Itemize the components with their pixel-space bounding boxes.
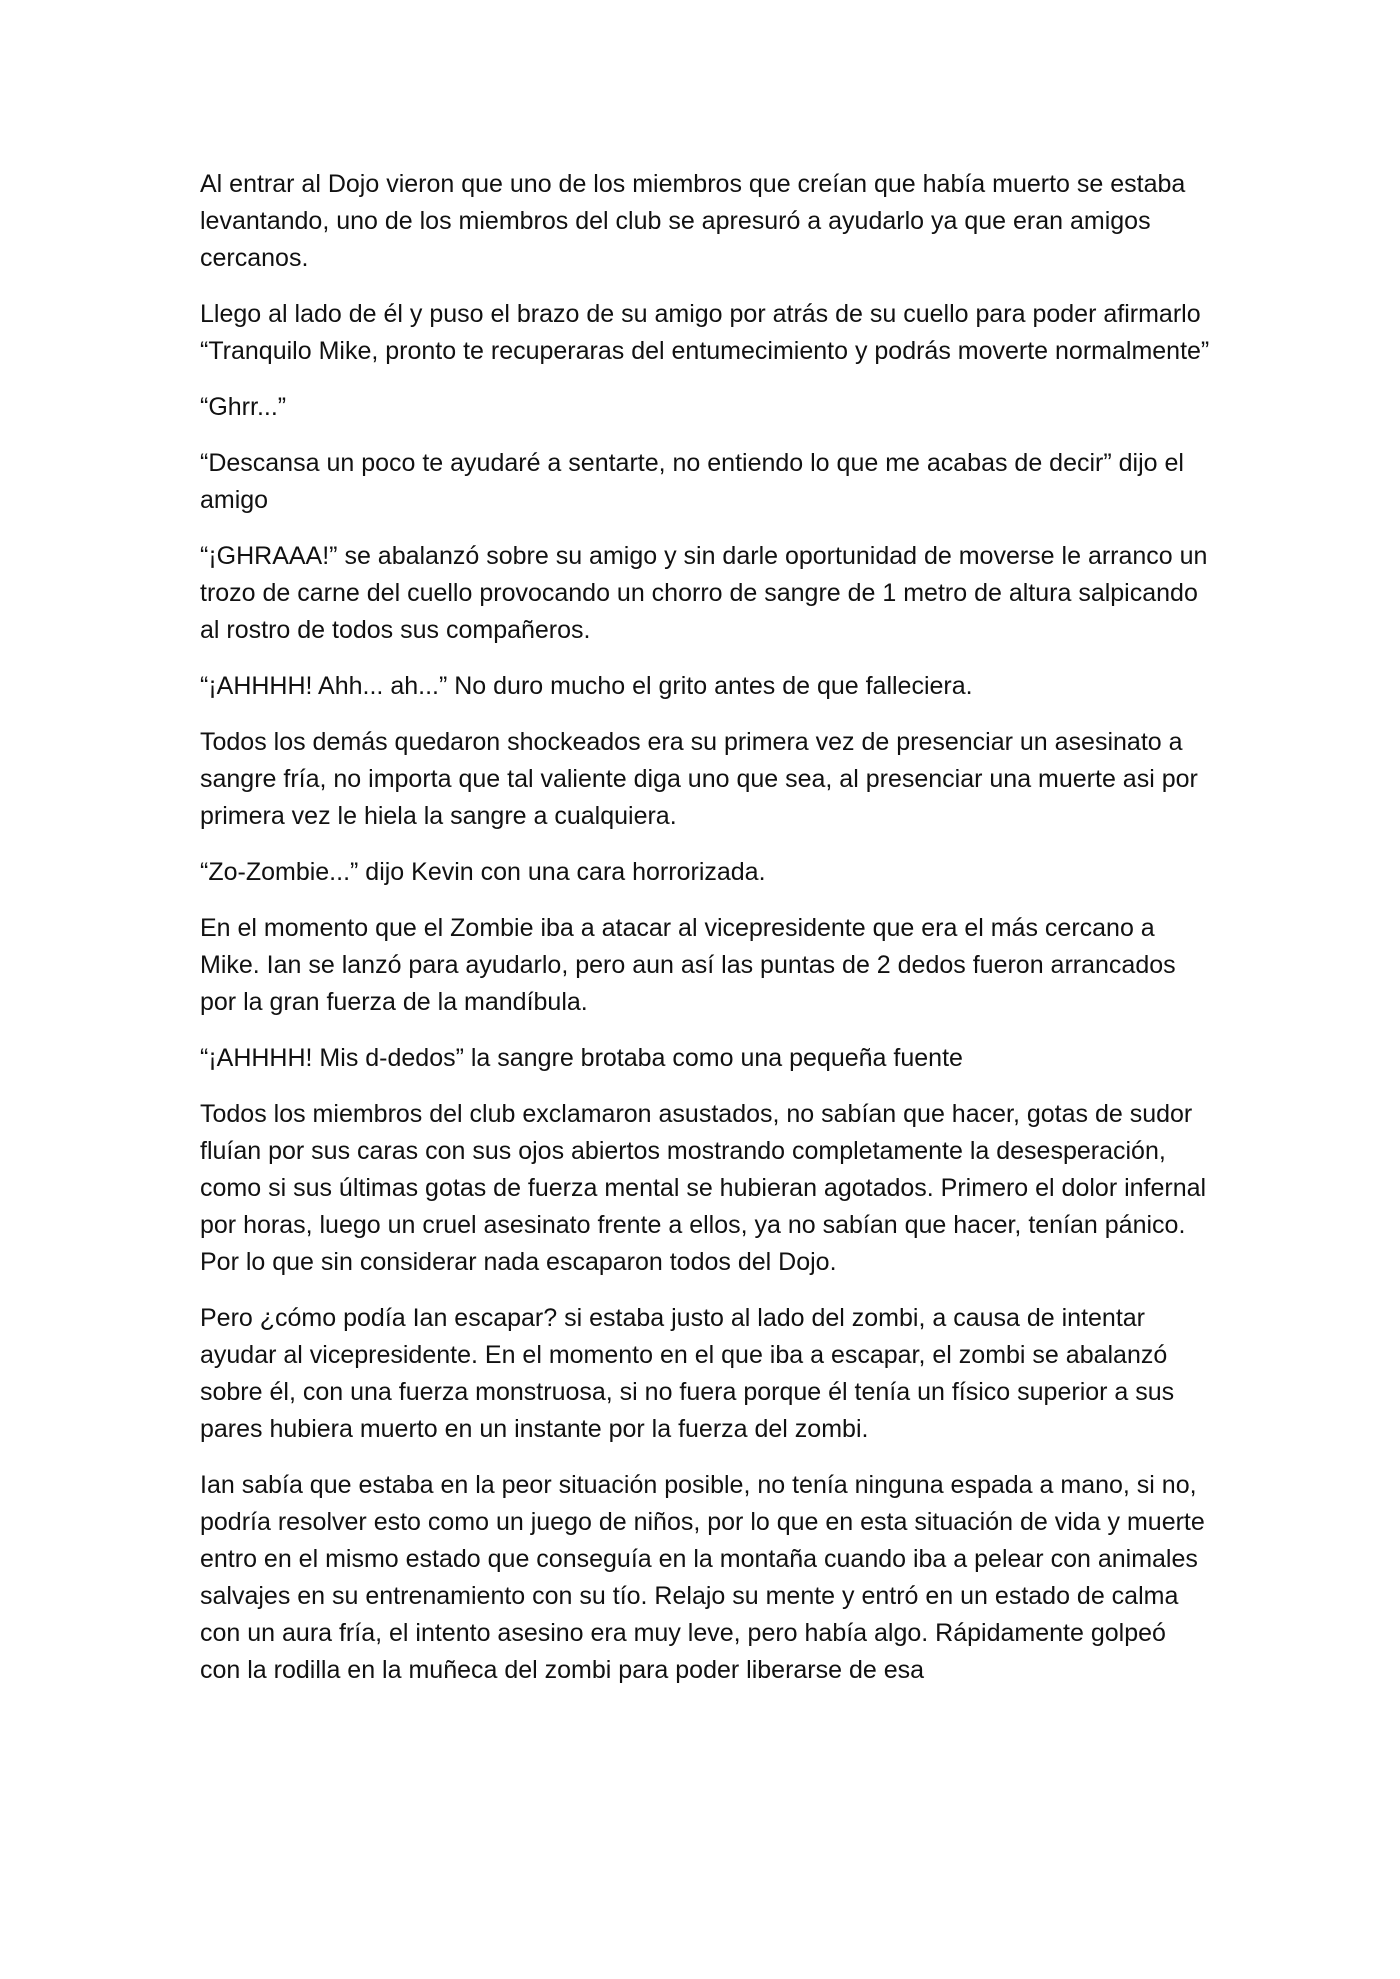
paragraph-5: “¡GHRAAA!” se abalanzó sobre su amigo y sin darle oportunidad de moverse le arranco un trozo de carne del cuello provocando un chorro de sangre de 1 metro de altura salpicando al rostro de todos sus compañeros. <box>200 542 1208 644</box>
paragraph-1: Al entrar al Dojo vieron que uno de los miembros que creían que había muerto se estaba levantando, uno de los miembros del club se apresuró a ayudarlo ya que eran amigos cercanos. <box>200 170 1186 272</box>
document-body <box>200 166 1210 1708</box>
paragraph-12: Pero ¿cómo podía Ian escapar? si estaba justo al lado del zombi, a causa de intentar ayudar al vicepresidente. En el momento en el que iba a escapar, el zombi se abalanzó sobre él, con una fuerza monstruosa, si no fuera porque él tenía un físico superior a sus pares hubiera muerto en un instante por la fuerza del zombi. <box>200 1304 1175 1443</box>
paragraph-13: Ian sabía que estaba en la peor situación posible, no tenía ninguna espada a mano, si no, podría resolver esto como un juego de niños, por lo que en esta situación de vida y muerte entro en el mismo estado que conseguía en la montaña cuando iba a pelear con animales salvajes en su entrenamiento con su tío. Relajo su mente y entró en un estado de calma con un aura fría, el intento asesino era muy leve, pero había algo. Rápidamente golpeó con la rodilla en la muñeca del zombi para poder liberarse de esa <box>200 1471 1205 1684</box>
paragraph-3: “Ghrr...” <box>200 393 287 421</box>
paragraph-9: En el momento que el Zombie iba a atacar al vicepresidente que era el más cercano a Mike. Ian se lanzó para ayudarlo, pero aun así las puntas de 2 dedos fueron arrancados por la gran fuerza de la mandíbula. <box>200 914 1176 1016</box>
paragraph-2: Llego al lado de él y puso el brazo de su amigo por atrás de su cuello para poder afirmarlo “Tranquilo Mike, pronto te recuperaras del entumecimiento y podrás moverte normalmente” <box>200 300 1210 365</box>
paragraph-7: Todos los demás quedaron shockeados era su primera vez de presenciar un asesinato a sangre fría, no importa que tal valiente diga uno que sea, al presenciar una muerte asi por primera vez le hiela la sangre a cualquiera. <box>200 728 1198 830</box>
paragraph-10: “¡AHHHH! Mis d-dedos” la sangre brotaba como una pequeña fuente <box>200 1044 963 1072</box>
paragraph-8: “Zo-Zombie...” dijo Kevin con una cara horrorizada. <box>200 858 766 886</box>
paragraph-11: Todos los miembros del club exclamaron asustados, no sabían que hacer, gotas de sudor fluían por sus caras con sus ojos abiertos mostrando completamente la desesperación, como si sus últimas gotas de fuerza mental se hubieran agotados. Primero el dolor infernal por horas, luego un cruel asesinato frente a ellos, ya no sabían que hacer, tenían pánico. Por lo que sin considerar nada escaparon todos del Dojo. <box>200 1100 1207 1276</box>
paragraph-4: “Descansa un poco te ayudaré a sentarte, no entiendo lo que me acabas de decir” dijo el amigo <box>200 449 1184 514</box>
paragraph-6: “¡AHHHH! Ahh... ah...” No duro mucho el grito antes de que falleciera. <box>200 672 973 700</box>
